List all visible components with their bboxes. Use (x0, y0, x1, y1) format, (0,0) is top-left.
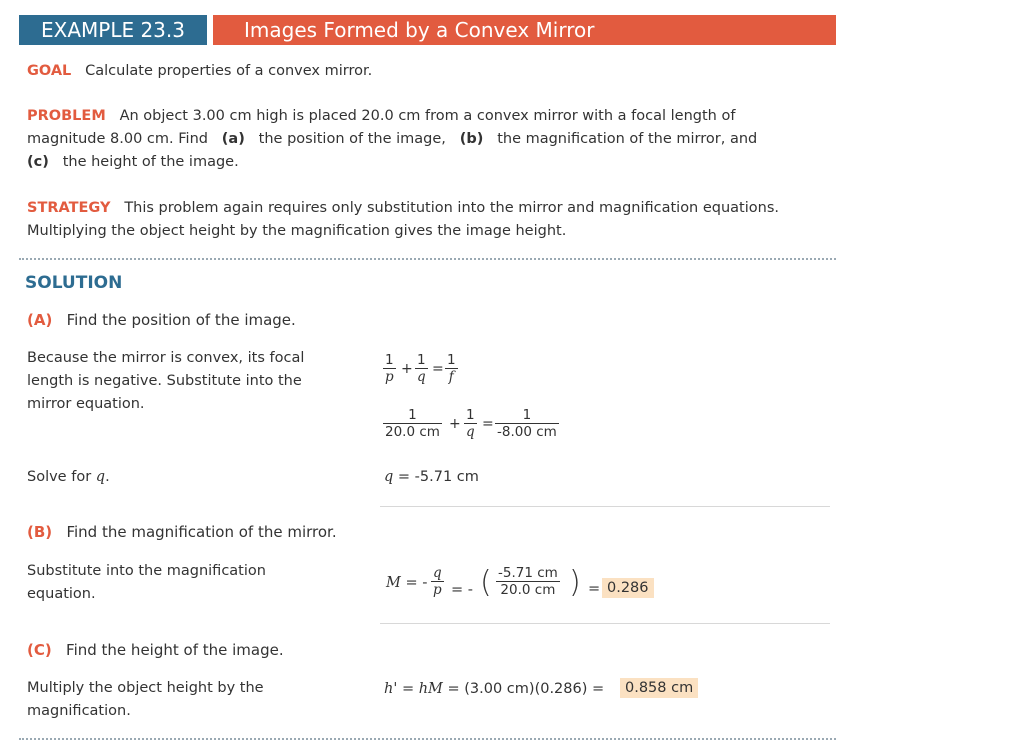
example-label: EXAMPLE 23.3 (19, 15, 207, 45)
part-b-desc-1: Substitute into the magnification (27, 563, 266, 579)
height-equation (384, 681, 604, 697)
part-a-heading-text: Find the position of the image. (66, 311, 296, 329)
height-eq: = (401, 681, 415, 697)
part-c-heading (27, 641, 284, 659)
divider-a-b (380, 506, 830, 507)
strategy-text-1: This problem again requires only substitution into the mirror and magnification equations. (124, 200, 780, 216)
mag-rparen: ) (569, 565, 581, 600)
h-m: hM (418, 681, 443, 697)
part-a-label: (a) (221, 131, 245, 147)
problem-text-2c: the magnification of the mirror, and (497, 131, 758, 147)
problem-text-3: the height of the image. (62, 154, 239, 170)
frac-num: 1 (522, 407, 532, 423)
frac-num: 1 (447, 352, 456, 368)
problem-text-1: An object 3.00 cm high is placed 20.0 cm from a convex mirror with a focal length of (119, 108, 736, 124)
mirror-eq-equals: = (432, 361, 444, 377)
height-expr: = (3.00 cm)(0.286) = (447, 681, 605, 697)
mag-result: 0.286 (602, 578, 654, 598)
part-a-desc-2: length is negative. Substitute into the (27, 373, 302, 389)
mirror-eq-plus: + (401, 361, 413, 377)
mag-equals: = (588, 581, 601, 597)
frac-den-q: q (466, 424, 475, 440)
mag-num-value: -5.71 cm (498, 565, 558, 581)
frac-den-p: p (385, 369, 394, 385)
part-c-desc-1: Multiply the object height by the (27, 680, 264, 696)
part-a-desc-3: mirror equation. (27, 396, 145, 412)
mirror-eq-frac-f (445, 352, 458, 385)
mag-lparen: ( (480, 565, 492, 600)
q-result (384, 469, 479, 485)
problem-text-2a: magnitude 8.00 cm. Find (27, 131, 208, 147)
goal-line (27, 63, 372, 79)
mag-den-value: 20.0 cm (500, 582, 556, 598)
solve-var: q (95, 469, 106, 485)
part-b-label: (b) (459, 131, 484, 147)
frac-num: 1 (466, 407, 475, 423)
solve-dot: . (105, 469, 110, 485)
part-c-heading-text: Find the height of the image. (66, 641, 284, 659)
mag-frac-values (496, 565, 560, 598)
part-b-tag: (B) (27, 523, 53, 541)
mag-num-q: q (433, 565, 442, 581)
frac-num: 1 (408, 407, 417, 423)
part-c-desc-2: magnification. (27, 703, 131, 719)
problem-label: PROBLEM (27, 108, 106, 124)
goal-text: Calculate properties of a convex mirror. (85, 63, 373, 79)
frac-den-f: f (448, 369, 454, 385)
subst-frac-q (464, 407, 477, 440)
frac-den-p-value: 20.0 cm (385, 424, 440, 440)
mirror-eq-frac-p (383, 352, 396, 385)
strategy-line-1 (27, 200, 779, 216)
part-c-tag: (C) (27, 641, 52, 659)
solution-heading: SOLUTION (25, 273, 123, 293)
mag-eq-minus-2: = - (451, 582, 473, 598)
mag-frac-qp (431, 565, 444, 598)
goal-label: GOAL (27, 63, 72, 79)
frac-num: 1 (385, 352, 394, 368)
part-a-heading (27, 311, 296, 329)
problem-text-2b: the position of the image, (258, 131, 446, 147)
part-b-heading (27, 523, 337, 541)
part-a-tag: (A) (27, 311, 53, 329)
mag-den-p: p (433, 582, 442, 598)
example-title-text: Images Formed by a Convex Mirror (244, 18, 595, 42)
divider-top (19, 258, 836, 260)
part-c-label: (c) (27, 154, 49, 170)
subst-frac-f (495, 407, 559, 440)
mag-var: M (386, 575, 401, 591)
frac-num: 1 (417, 352, 426, 368)
h-prime: h' (384, 681, 398, 697)
mag-lhs (386, 575, 427, 591)
subst-equals: = (482, 416, 494, 432)
solve-label: Solve for (27, 469, 92, 485)
example-title (213, 15, 836, 45)
frac-den-f-value: -8.00 cm (497, 424, 557, 440)
frac-den-q: q (417, 369, 426, 385)
part-b-desc-2: equation. (27, 586, 96, 602)
mag-eq-minus: = - (405, 575, 428, 591)
height-result: 0.858 cm (620, 678, 698, 698)
part-a-desc-1: Because the mirror is convex, its focal (27, 350, 305, 366)
problem-line-1 (27, 108, 735, 124)
strategy-label: STRATEGY (27, 200, 111, 216)
strategy-line-2: Multiplying the object height by the magnification gives the image height. (27, 223, 567, 239)
subst-plus: + (449, 416, 461, 432)
problem-line-3 (27, 154, 239, 170)
divider-b-c (380, 623, 830, 624)
solve-for-q (27, 469, 110, 485)
subst-frac-p (383, 407, 442, 440)
q-var: q (384, 469, 394, 485)
problem-line-2 (27, 131, 757, 147)
divider-bottom (19, 738, 836, 740)
mirror-eq-frac-q (415, 352, 428, 385)
q-value: = -5.71 cm (397, 469, 479, 485)
part-b-heading-text: Find the magnification of the mirror. (66, 523, 337, 541)
